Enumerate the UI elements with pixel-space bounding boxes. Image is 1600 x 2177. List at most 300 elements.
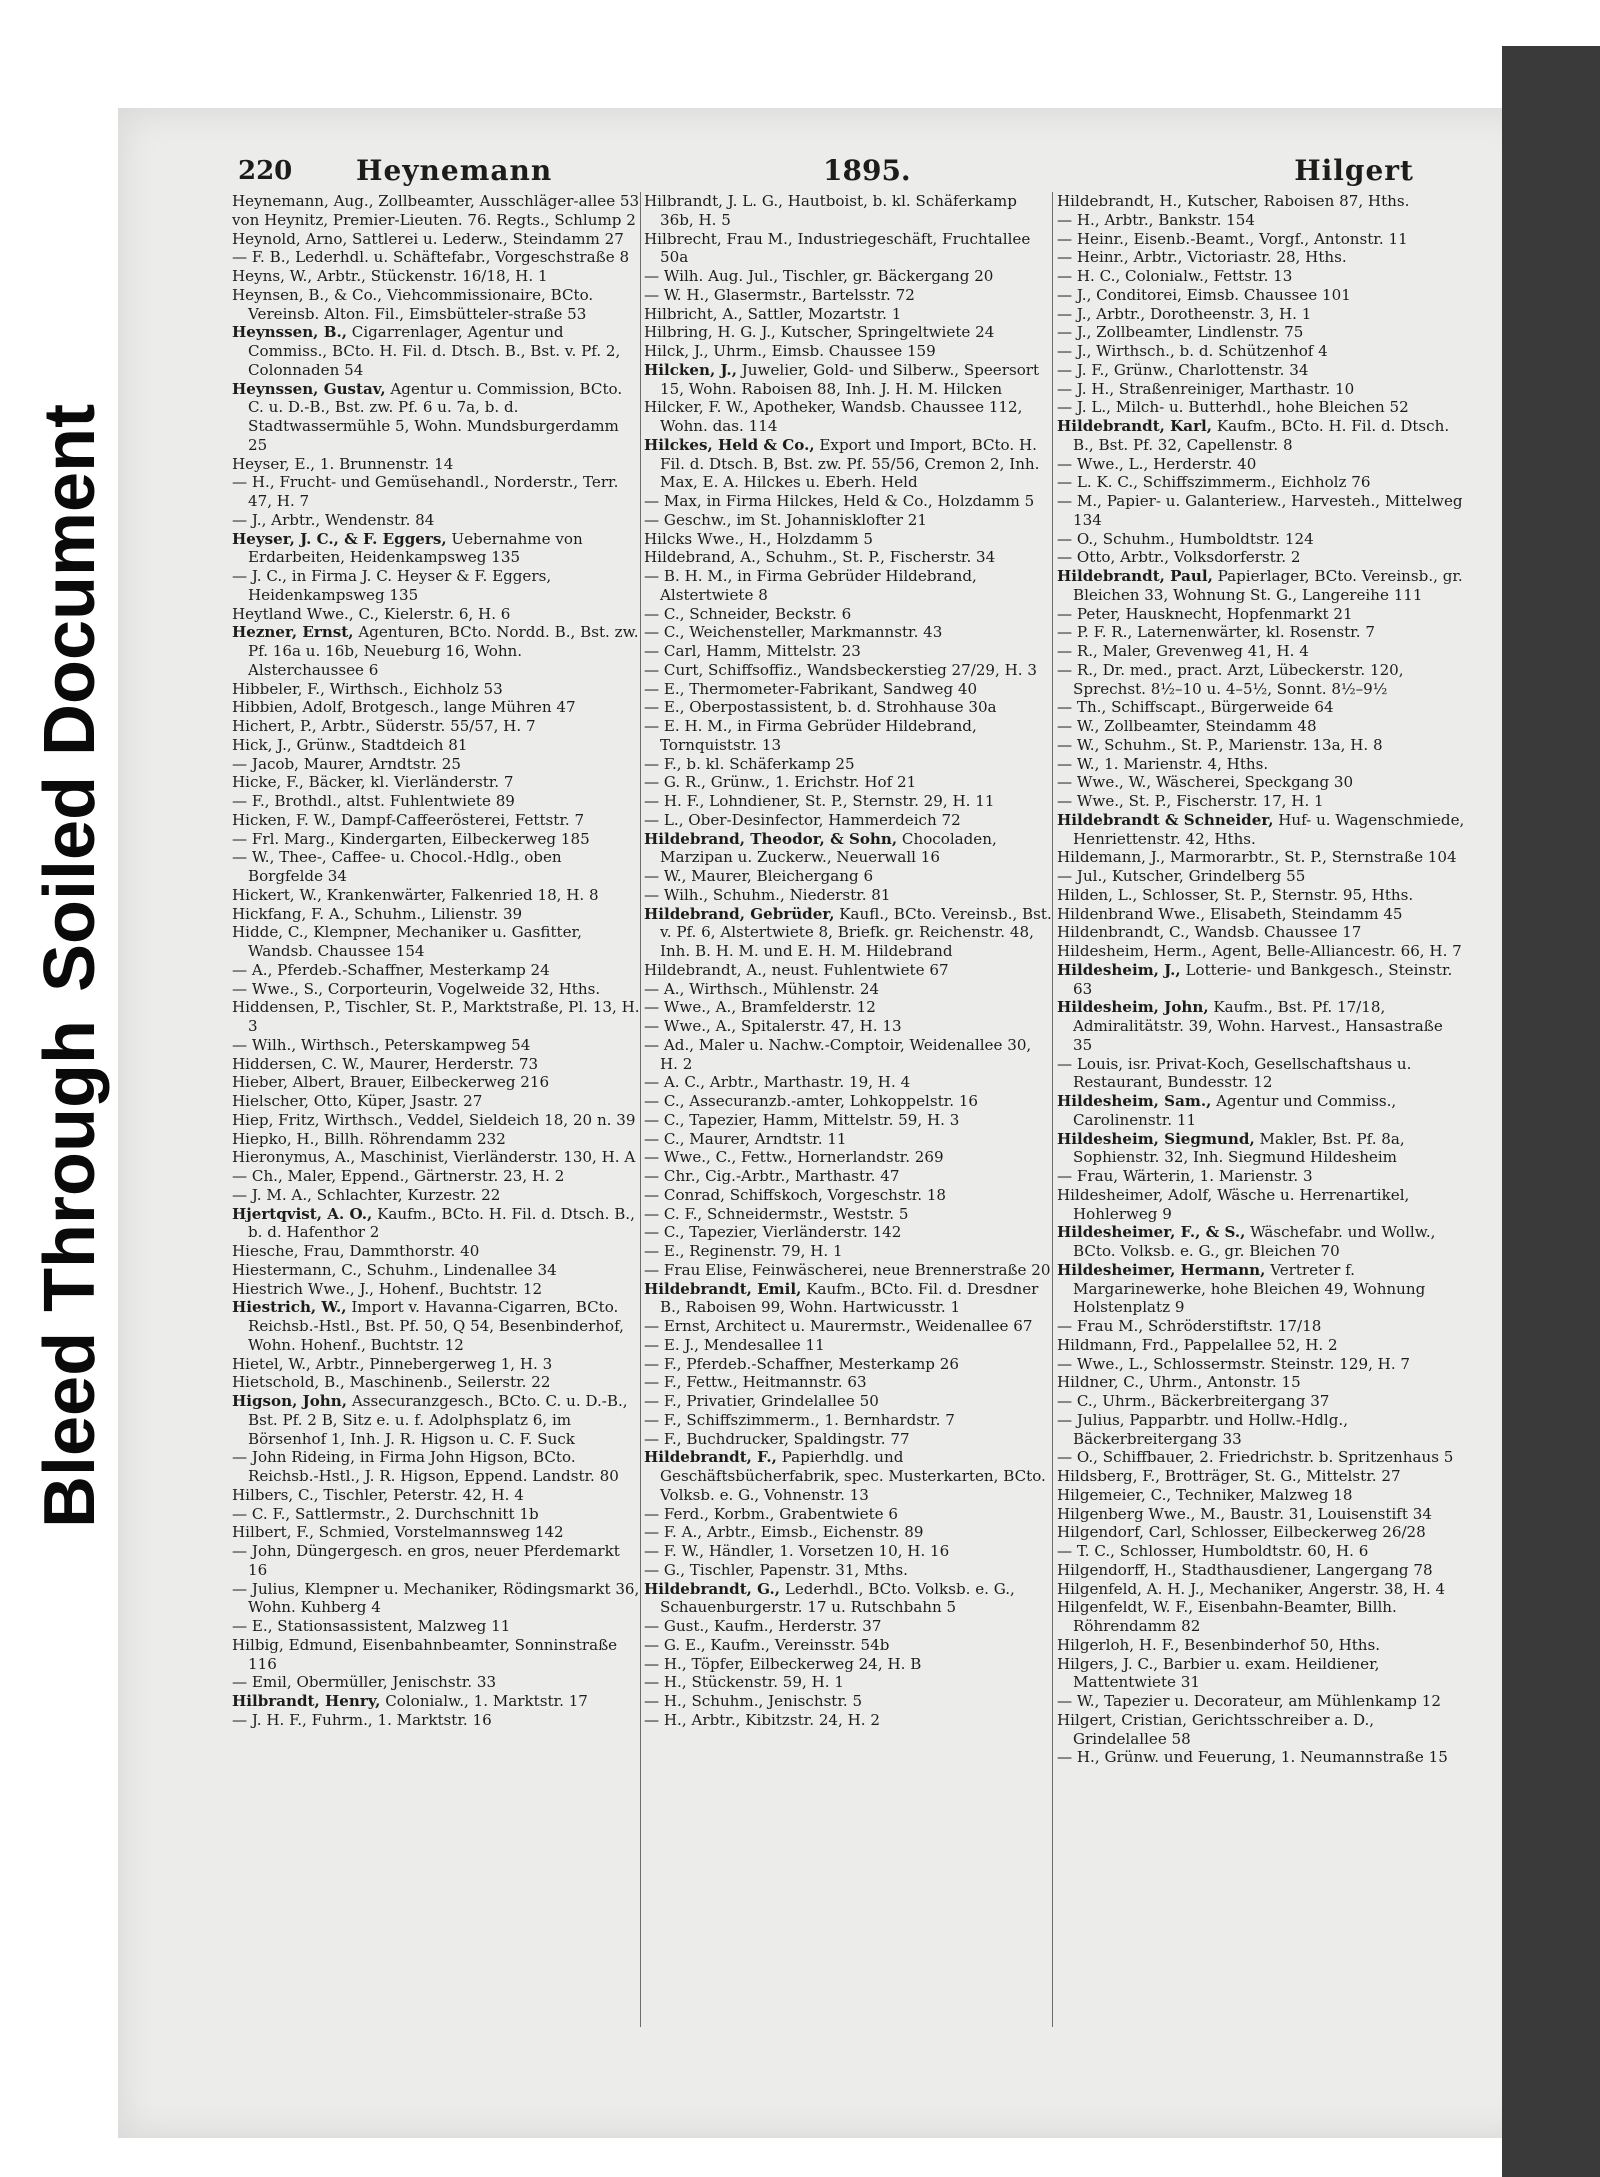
entry-text: — O., Schuhm., Humboldtstr. 124 [1057,529,1314,548]
entry-text: Heynold, Arno, Sattlerei u. Lederw., Steindamm 27 [232,229,624,248]
entry-text: — Geschw., im St. Johannisklofter 21 [644,510,927,529]
entry-text: — H., Arbtr., Bankstr. 154 [1057,210,1255,229]
directory-entry [644,1148,1052,1167]
entry-text: — Heinr., Eisenb.-Beamt., Vorgf., Antonstr. 11 [1057,229,1408,248]
directory-entry [644,1542,1052,1561]
directory-column-2 [644,192,1052,2032]
entry-text: Hietel, W., Arbtr., Pinnebergerweg 1, H. 3 [232,1354,553,1373]
directory-entry [232,455,640,474]
directory-entry [1057,905,1465,924]
entry-text: — F., Pferdeb.-Schaffner, Mesterkamp 26 [644,1354,959,1373]
entry-text: — W., Schuhm., St. P., Marienstr. 13a, H. 8 [1057,735,1383,754]
entry-text: — John Rideing, in Firma John Higson, BCto. Reichsb.-Hstl., J. R. Higson, Eppend. Landstr. 80 [232,1448,619,1485]
directory-entry [644,867,1052,886]
entry-name: Higson, John, [232,1392,348,1410]
entry-text: — J., Wirthsch., b. d. Schützenhof 4 [1057,342,1328,360]
directory-entry [644,961,1052,980]
entry-name: Hildesheim, J., [1057,960,1181,979]
directory-entry [232,567,640,605]
directory-entry [232,773,640,792]
directory-entry [644,792,1052,811]
directory-entry [644,1205,1052,1224]
directory-entry [1057,1561,1465,1580]
directory-entry [644,398,1052,436]
directory-entry [644,1092,1052,1111]
entry-text: — Curt, Schiffsoffiz., Wandsbeckerstieg 27/29, H. 3 [644,660,1037,679]
entry-text: Hielscher, Otto, Küper, Jsastr. 27 [232,1092,483,1110]
entry-name: Hjertqvist, A. O., [232,1204,373,1223]
entry-text: — Ernst, Architect u. Maurermstr., Weidenallee 67 [644,1317,1033,1335]
directory-entry [232,736,640,755]
directory-entry [1057,886,1465,905]
entry-text: Hilck, J., Uhrm., Eimsb. Chaussee 159 [644,342,936,360]
directory-entry [644,192,1052,230]
entry-text: Hildemann, J., Marmorarbtr., St. P., Sternstraße 104 [1057,848,1457,867]
entry-name: Hildesheimer, F., & S., [1057,1223,1246,1242]
entry-text: — Peter, Hausknecht, Hopfenmarkt 21 [1057,604,1353,623]
entry-text: — G., Tischler, Papenstr. 31, Mths. [644,1560,908,1579]
directory-entry [644,1167,1052,1186]
directory-entry [644,623,1052,642]
entry-text: Hilbig, Edmund, Eisenbahnbeamter, Sonninstraße 116 [232,1635,618,1673]
directory-entry [644,1223,1052,1242]
directory-entry [232,848,640,886]
entry-text: Hilgerloh, H. F., Besenbinderhof 50, Hths. [1057,1635,1381,1654]
entry-text: — C. F., Schneidermstr., Weststr. 5 [644,1204,909,1223]
entry-text: Hieber, Albert, Brauer, Eilbeckerweg 216 [232,1073,550,1092]
directory-entry [232,717,640,736]
directory-entry [1057,1467,1465,1486]
entry-text: Hildmann, Frd., Pappelallee 52, H. 2 [1057,1335,1338,1354]
directory-entry [644,1580,1052,1618]
entry-text: — John, Düngergesch. en gros, neuer Pferdemarkt 16 [232,1542,620,1579]
directory-entry [232,1355,640,1374]
directory-entry [644,1711,1052,1730]
directory-entry [644,1655,1052,1674]
directory-entry [644,1130,1052,1149]
directory-entry [1057,1636,1465,1655]
directory-entry [1057,361,1465,380]
directory-entry [644,980,1052,999]
directory-entry [644,998,1052,1017]
entry-text: Uebernahme von Erdarbeiten, Heidenkampsweg 135 [248,529,583,567]
entry-text: — Th., Schiffscapt., Bürgerweide 64 [1057,698,1334,717]
entry-text: — C., Maurer, Arndtstr. 11 [644,1129,847,1148]
directory-entry [644,1073,1052,1092]
directory-entry [644,1280,1052,1318]
directory-entry [1057,1542,1465,1561]
directory-entry [644,1411,1052,1430]
directory-entry [232,1186,640,1205]
directory-entry [1057,998,1465,1054]
directory-entry [232,1130,640,1149]
entry-text: — C., Schneider, Beckstr. 6 [644,604,852,623]
entry-text: — E., Oberpostassistent, b. d. Strohhause 30a [644,698,997,717]
directory-entry [1057,1336,1465,1355]
entry-text: Hieronymus, A., Maschinist, Vierländerstr. 130, H. A [232,1148,636,1167]
entry-text: — J. C., in Firma J. C. Heyser & F. Eggers, Heidenkampsweg 135 [232,567,552,604]
entry-text: Hidde, C., Klempner, Mechaniker u. Gasfitter, Wandsb. Chaussee 154 [232,923,582,960]
directory-entry [644,1017,1052,1036]
directory-entry [644,755,1052,774]
entry-text: — C., Tapezier, Hamm, Mittelstr. 59, H. 3 [644,1110,960,1129]
entry-name: Hildebrandt, F., [644,1448,777,1467]
entry-text: Hildesheim, Herm., Agent, Belle-Alliancestr. 66, H. 7 [1057,942,1462,960]
entry-text: Hildner, C., Uhrm., Antonstr. 15 [1057,1373,1301,1392]
entry-text: — F., Fettw., Heitmannstr. 63 [644,1373,867,1392]
directory-entry [232,1486,640,1505]
entry-text: — F. W., Händler, 1. Vorsetzen 10, H. 16 [644,1542,950,1560]
directory-entry [1057,323,1465,342]
directory-entry [232,1111,640,1130]
entry-text: — H., Stückenstr. 59, H. 1 [644,1673,844,1692]
entry-text: — Chr., Cig.-Arbtr., Marthastr. 47 [644,1167,900,1185]
entry-text: — F., Schiffszimmerm., 1. Bernhardstr. 7 [644,1410,955,1429]
directory-entry [644,698,1052,717]
directory-entry [232,1673,640,1692]
entry-name: Hildesheim, Sam., [1057,1092,1212,1110]
entry-text: — H. C., Colonialw., Fettstr. 13 [1057,267,1293,285]
entry-text: Papierhdlg. und Geschäftsbücherfabrik, spec. Musterkarten, BCto. Volksb. e. G., Vohnenstr. 13 [660,1448,1046,1504]
entry-text: — Conrad, Schiffskoch, Vorgeschstr. 18 [644,1185,947,1204]
directory-entry [1057,248,1465,267]
entry-text: Hilgert, Cristian, Gerichtsschreiber a. D., Grindelallee 58 [1057,1710,1375,1748]
entry-text: Hickert, W., Krankenwärter, Falkenried 18, H. 8 [232,885,599,904]
directory-entry [644,1242,1052,1261]
entry-text: — E. H. M., in Firma Gebrüder Hildebrand, Tornquiststr. 13 [644,717,977,754]
entry-text: Kaufm., BCto. H. Fil. d. Dtsch. B., b. d. Hafenthor 2 [248,1204,635,1242]
directory-entry [1057,417,1465,455]
directory-entry [1057,1317,1465,1336]
entry-text: — C., Assecuranzb.-amter, Lohkoppelstr. 16 [644,1092,979,1110]
directory-entry [1057,661,1465,699]
entry-text: Import v. Havanna-Cigarren, BCto. Reichsb.-Hstl., Bst. Pf. 50, Q 54, Besenbinderhof, Wohn. Hohenf., Buchtstr. 12 [248,1298,624,1354]
directory-entry [1057,942,1465,961]
directory-entry [1057,1261,1465,1317]
entry-text: — F., Privatier, Grindelallee 50 [644,1392,879,1410]
directory-entry [1057,1580,1465,1599]
entry-text: — Wwe., S., Corporteurin, Vogelweide 32, Hths. [232,979,601,998]
directory-entry [644,1261,1052,1280]
entry-text: — Wilh. Aug. Jul., Tischler, gr. Bäckergang 20 [644,267,994,285]
entry-name: Hildebrandt, Karl, [1057,417,1213,435]
directory-entry [1057,455,1465,474]
entry-text: — Gust., Kaufm., Herderstr. 37 [644,1617,882,1635]
directory-entry [644,1692,1052,1711]
entry-text: Hiddersen, C. W., Maurer, Herderstr. 73 [232,1054,539,1073]
entry-text: — Otto, Arbtr., Volksdorferstr. 2 [1057,548,1301,567]
directory-entry [644,492,1052,511]
directory-entry [1057,1505,1465,1524]
directory-entry [232,1055,640,1074]
entry-text: — J., Zollbeamter, Lindlenstr. 75 [1057,323,1304,342]
entry-text: — W., Thee-, Caffee- u. Chocol.-Hdlg., oben Borgfelde 34 [232,848,562,885]
directory-entry [1057,192,1465,211]
entry-text: Hilgenberg Wwe., M., Baustr. 31, Louisenstift 34 [1057,1504,1432,1523]
directory-entry [1057,1748,1465,1767]
entry-text: Hiestermann, C., Schuhm., Lindenallee 34 [232,1260,557,1279]
entry-text: — Frau M., Schröderstiftstr. 17/18 [1057,1317,1322,1335]
directory-entry [1057,1223,1465,1261]
entry-text: Lotterie- und Bankgesch., Steinstr. 63 [1073,960,1453,998]
entry-text: — Wwe., L., Schlossermstr. Steinstr. 129, H. 7 [1057,1354,1411,1373]
entry-text: — H., Grünw. und Feuerung, 1. Neumannstraße 15 [1057,1748,1448,1767]
directory-entry [644,1673,1052,1692]
directory-column-1 [232,192,640,2032]
directory-entry [232,1073,640,1092]
entry-text: — C., Uhrm., Bäckerbreitergang 37 [1057,1392,1330,1410]
directory-entry [644,1036,1052,1074]
directory-entry [644,511,1052,530]
entry-text: Kaufm., BCto. H. Fil. d. Dtsch. B., Bst. Pf. 32, Capellenstr. 8 [1073,417,1450,454]
entry-text: — Wilh., Schuhm., Niederstr. 81 [644,885,891,904]
directory-entry [232,961,640,980]
entry-text: Hietschold, B., Maschinenb., Seilerstr. 22 [232,1373,551,1392]
entry-text: — Jul., Kutscher, Grindelberg 55 [1057,867,1306,885]
directory-entry [232,1280,640,1299]
directory-entry [1057,1373,1465,1392]
entry-text: Heyser, E., 1. Brunnenstr. 14 [232,454,454,473]
entry-name: Hezner, Ernst, [232,623,354,642]
entry-text: Hichert, P., Arbtr., Süderstr. 55/57, H. 7 [232,717,536,735]
entry-text: — A., Wirthsch., Mühlenstr. 24 [644,979,880,998]
directory-entry [1057,211,1465,230]
directory-entry [644,830,1052,868]
directory-column-3 [1057,192,1465,2032]
directory-entry [644,1336,1052,1355]
entry-text: — Julius, Klempner u. Mechaniker, Rödingsmarkt 36, Wohn. Kuhberg 4 [232,1579,640,1617]
entry-text: Hilbrecht, Frau M., Industriegeschäft, Fruchtallee 50a [644,229,1031,267]
stamp-soiled-document: Soiled Document [30,403,110,993]
entry-name: Hilcken, J., [644,360,737,379]
header-last-entry: Hilgert [1294,154,1414,187]
entry-text: — C., Weichensteller, Markmannstr. 43 [644,623,943,642]
entry-text: — Frl. Marg., Kindergarten, Eilbeckerweg 185 [232,829,590,848]
directory-entry [1057,1411,1465,1449]
directory-entry [232,1580,640,1618]
directory-entry [232,211,640,230]
entry-text: Kaufl., BCto. Vereinsb., Bst. v. Pf. 6, Alstertwiete 8, Briefk. gr. Reichenstr. 48, Inh. B. H. M. und E. H. M. Hildebrand [660,904,1052,960]
entry-text: — W., 1. Marienstr. 4, Hths. [1057,754,1269,773]
entry-text: — C., Tapezier, Vierländerstr. 142 [644,1223,902,1242]
entry-text: Heyns, W., Arbtr., Stückenstr. 16/18, H. 1 [232,267,548,285]
directory-entry [1057,342,1465,361]
entry-text: — H. F., Lohndiener, St. P., Sternstr. 29, H. 11 [644,792,995,810]
directory-entry [232,830,640,849]
entry-text: Hilcks Wwe., H., Holzdamm 5 [644,529,873,548]
directory-entry [644,717,1052,755]
directory-entry [1057,286,1465,305]
entry-text: Lederhdl., BCto. Volksb. e. G., Schauenburgerstr. 17 u. Rutschbahn 5 [660,1579,1015,1617]
entry-text: — R., Dr. med., pract. Arzt, Lübeckerstr. 120, Sprechst. 8½–10 u. 4–5½, Sonnt. 8½–9½ [1057,660,1404,698]
entry-text: Hilgemeier, C., Techniker, Malzweg 18 [1057,1485,1353,1504]
entry-text: Hilcker, F. W., Apotheker, Wandsb. Chaussee 112, Wohn. das. 114 [644,398,1023,435]
directory-entry [232,192,640,211]
entry-text: Hilgenfeld, A. H. J., Mechaniker, Angerstr. 38, H. 4 [1057,1579,1446,1598]
entry-text: — Wwe., St. P., Fischerstr. 17, H. 1 [1057,792,1324,810]
directory-entry [644,1373,1052,1392]
directory-entry [644,267,1052,286]
header-year: 1895. [823,154,911,187]
entry-text: Chocoladen, Marzipan u. Zuckerw., Neuerwall 16 [660,829,997,867]
entry-text: Huf- u. Wagenschmiede, Henriettenstr. 42, Hths. [1073,810,1465,848]
directory-entry [232,1205,640,1243]
entry-text: — F., b. kl. Schäferkamp 25 [644,754,855,773]
entry-text: — Louis, isr. Privat-Koch, Gesellschaftshaus u. Restaurant, Bundesstr. 12 [1057,1054,1412,1092]
directory-entry [644,1355,1052,1374]
directory-entry [232,1373,640,1392]
entry-text: Hicke, F., Bäcker, kl. Vierländerstr. 7 [232,773,514,792]
entry-text: Assecuranzgesch., BCto. C. u. D.-B., Bst. Pf. 2 B, Sitz e. u. f. Adolphsplatz 6, im Börsenhof 1, Inh. J. R. Higson u. C. F. Suck [248,1392,628,1448]
entry-name: Hildebrandt, G., [644,1579,781,1598]
directory-entry [232,905,640,924]
directory-entry [1057,492,1465,530]
directory-entry [232,605,640,624]
entry-text: Hiestrich Wwe., J., Hohenf., Buchtstr. 12 [232,1279,543,1298]
entry-name: Heynssen, B., [232,323,347,342]
directory-entry [644,1392,1052,1411]
entry-text: — J., Conditorei, Eimsb. Chaussee 101 [1057,285,1351,304]
entry-text: Hilbrandt, J. L. G., Hautboist, b. kl. Schäferkamp 36b, H. 5 [644,192,1017,229]
directory-entry [232,1692,640,1711]
directory-entry [1057,230,1465,249]
directory-entry [1057,1711,1465,1749]
entry-text: — T. C., Schlosser, Humboldtstr. 60, H. 6 [1057,1542,1369,1560]
entry-text: — F. B., Lederhdl. u. Schäftefabr., Vorgeschstraße 8 [232,248,630,267]
entry-text: — M., Papier- u. Galanteriew., Harvesteh., Mittelweg 134 [1057,492,1463,529]
directory-entry [232,998,640,1036]
directory-entry [232,1636,640,1674]
directory-entry [1057,1130,1465,1168]
entry-text: Heytland Wwe., C., Kielerstr. 6, H. 6 [232,604,511,623]
entry-name: Hildesheim, John, [1057,998,1209,1017]
directory-entry [1057,1523,1465,1542]
entry-name: Hildebrandt, Paul, [1057,567,1213,585]
entry-text: — W., Zollbeamter, Steindamm 48 [1057,717,1317,735]
entry-text: — Ch., Maler, Eppend., Gärtnerstr. 23, H. 2 [232,1167,565,1185]
directory-entry [644,605,1052,624]
directory-entry [232,380,640,455]
directory-entry [232,1167,640,1186]
directory-entry [1057,1692,1465,1711]
directory-entry [232,267,640,286]
entry-name: Hildebrand, Theodor, & Sohn, [644,829,898,848]
entry-text: Agentur und Commiss., Carolinenstr. 11 [1073,1092,1397,1129]
directory-entry [1057,811,1465,849]
directory-entry [644,567,1052,605]
directory-entry [232,792,640,811]
entry-text: Hibbeler, F., Wirthsch., Eichholz 53 [232,679,503,698]
entry-text: Heynsen, B., & Co., Viehcommissionaire, BCto. Vereinsb. Alton. Fil., Eimsbütteler-straße 53 [232,285,594,323]
entry-text: Export und Import, BCto. H. Fil. d. Dtsch. B, Bst. zw. Pf. 55/56, Cremon 2, Inh. Max, E. A. Hilckes u. Eberh. Held [660,435,1040,492]
directory-entry [1057,642,1465,661]
entry-name: Hildebrandt, Emil, [644,1279,802,1298]
directory-entry [644,773,1052,792]
column-divider [1052,192,1053,2027]
entry-text: — F. A., Arbtr., Eimsb., Eichenstr. 89 [644,1523,924,1542]
entry-text: — A., Pferdeb.-Schaffner, Mesterkamp 24 [232,960,550,979]
entry-text: Hildebrand, A., Schuhm., St. P., Fischerstr. 34 [644,548,996,567]
directory-entry [232,923,640,961]
entry-text: Agentur u. Commission, BCto. C. u. D.-B., Bst. zw. Pf. 6 u. 7a, b. d. Stadtwassermühle 5, Wohn. Mundsburgerdamm 25 [248,379,623,454]
directory-entry [232,1542,640,1580]
entry-text: Hicken, F. W., Dampf-Caffeerösterei, Fettstr. 7 [232,810,585,829]
entry-text: Hildenbrandt, C., Wandsb. Chaussee 17 [1057,923,1362,942]
entry-text: Hildebrandt, A., neust. Fuhlentwiete 67 [644,960,949,979]
entry-text: — Wwe., A., Spitalerstr. 47, H. 13 [644,1017,902,1035]
directory-entry [1057,867,1465,886]
directory-entry [1057,1092,1465,1130]
entry-text: — W., Maurer, Bleichergang 6 [644,867,874,885]
entry-text: — J. H. F., Fuhrm., 1. Marktstr. 16 [232,1710,492,1729]
directory-entry [644,436,1052,492]
entry-text: — J., Arbtr., Wendenstr. 84 [232,510,435,529]
directory-entry [644,905,1052,961]
entry-text: Hildebrandt, H., Kutscher, Raboisen 87, Hths. [1057,192,1410,210]
entry-text: Agenturen, BCto. Nordd. B., Bst. zw. Pf. 16a u. 16b, Neueburg 16, Wohn. Alsterchaussee 6 [248,623,639,679]
directory-entry [232,1505,640,1524]
directory-entry [644,286,1052,305]
directory-entry [232,698,640,717]
entry-text: — Wilh., Wirthsch., Peterskampweg 54 [232,1035,531,1054]
entry-name: Hildesheim, Siegmund, [1057,1129,1255,1148]
entry-text: Hildsberg, F., Brotträger, St. G., Mittelstr. 27 [1057,1467,1401,1485]
entry-text: Cigarrenlager, Agentur und Commiss., BCto. H. Fil. d. Dtsch. B., Bst. v. Pf. 2, Colonnaden 54 [248,323,621,379]
directory-entry [644,1448,1052,1504]
entry-name: Heynssen, Gustav, [232,379,386,398]
entry-text: — Carl, Hamm, Mittelstr. 23 [644,642,861,660]
entry-text: Hilden, L., Schlosser, St. P., Sternstr. 95, Hths. [1057,885,1414,904]
entry-text: Hildesheimer, Adolf, Wäsche u. Herrenartikel, Hohlerweg 9 [1057,1185,1410,1223]
entry-text: — J. F., Grünw., Charlottenstr. 34 [1057,360,1309,379]
directory-entry [1057,623,1465,642]
entry-name: Hilckes, Held & Co., [644,435,815,454]
directory-entry [644,1317,1052,1336]
entry-text: — Wwe., L., Herderstr. 40 [1057,454,1257,473]
entry-text: — J., Arbtr., Dorotheenstr. 3, H. 1 [1057,304,1312,323]
entry-text: — J. M. A., Schlachter, Kurzestr. 22 [232,1185,501,1204]
directory-entry [232,530,640,568]
directory-entry [1057,473,1465,492]
entry-text: Hilgendorf, Carl, Schlosser, Eilbeckerweg 26/28 [1057,1523,1426,1542]
directory-entry [1057,398,1465,417]
entry-text: Makler, Bst. Pf. 8a, Sophienstr. 32, Inh. Siegmund Hildesheim [1073,1129,1405,1167]
scan-edge-bar [1502,46,1600,2177]
directory-entry [644,530,1052,549]
directory-entry [1057,1448,1465,1467]
directory-entry [644,1186,1052,1205]
directory-entry [644,811,1052,830]
entry-text: — L., Ober-Desinfector, Hammerdeich 72 [644,810,961,829]
entry-name: Hiestrich, W., [232,1298,347,1317]
directory-entry [232,980,640,999]
directory-entry [644,1636,1052,1655]
directory-entry [232,230,640,249]
entry-text: Hilgers, J. C., Barbier u. exam. Heildiener, Mattentwiete 31 [1057,1654,1380,1692]
entry-text: — Max, in Firma Hilckes, Held & Co., Holzdamm 5 [644,492,1035,510]
directory-entry [232,1148,640,1167]
entry-text: — H., Arbtr., Kibitzstr. 24, H. 2 [644,1710,880,1729]
directory-entry [1057,923,1465,942]
entry-text: Hick, J., Grünw., Stadtdeich 81 [232,735,468,754]
directory-entry [1057,736,1465,755]
directory-entry [644,342,1052,361]
entry-name: Hildesheimer, Hermann, [1057,1260,1266,1279]
directory-entry [232,1711,640,1730]
entry-text: Hiepko, H., Billh. Röhrendamm 232 [232,1129,506,1148]
directory-entry [1057,530,1465,549]
directory-entry [1057,717,1465,736]
